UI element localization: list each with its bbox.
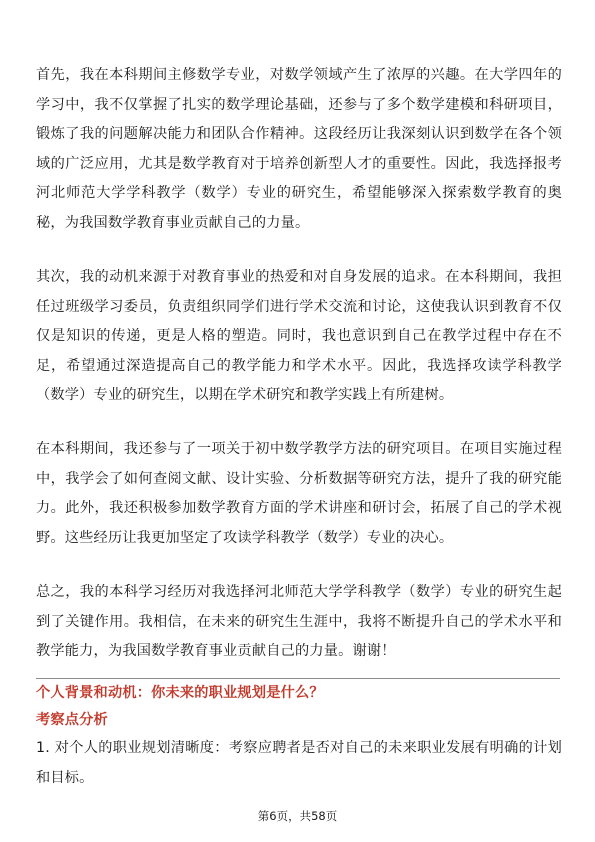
body-paragraph: 其次，我的动机来源于对教育事业的热爱和对自身发展的追求。在本科期间，我担任过班级学习委员，负责组织同学们进行学术交流和讨论，这使我认识到教育不仅仅是知识的传递，更是人格的塑造。同时，我也意识到自己在教学过程中存在不足，希望通过深造提高自己的教学能力和学术水平。因此，我选择攻读学科教学（数学）专业的研究生，以期在学术研究和教学实践上有所建树。: [36, 269, 562, 403]
page-number-footer: 第6页，共58页: [257, 809, 338, 823]
body-paragraph: 总之，我的本科学习经历对我选择河北师范大学学科教学（数学）专业的研究生起到了关键作用。我相信，在未来的研究生生涯中，我将不断提升自己的学术水平和教学能力，为我国数学教育事业贡献自己的力量。谢谢！: [36, 584, 562, 659]
question-heading: 个人背景和动机：你未来的职业规划是什么？: [36, 685, 324, 701]
body-paragraph: 首先，我在本科期间主修数学专业，对数学领域产生了浓厚的兴趣。在大学四年的学习中，我不仅掌握了扎实的数学理论基础，还参与了多个数学建模和科研项目，锻炼了我的问题解决能力和团队合作精神。这段经历让我深刻认识到数学在各个领域的广泛应用，尤其是数学教育对于培养创新型人才的重要性。因此，我选择报考河北师范大学学科教学（数学）专业的研究生，希望能够深入探索数学教育的奥秘，为我国数学教育事业贡献自己的力量。: [36, 67, 562, 231]
analysis-point: 1. 对个人的职业规划清晰度：考察应聘者是否对自己的未来职业发展有明确的计划和目标。: [36, 740, 562, 786]
body-paragraph: 在本科期间，我还参与了一项关于初中数学教学方法的研究项目。在项目实施过程中，我学会了如何查阅文献、设计实验、分析数据等研究方法，提升了我的研究能力。此外，我还积极参加数学教育方面的学术讲座和研讨会，拓展了自己的学术视野。这些经历让我更加坚定了攻读学科教学（数学）专业的决心。: [36, 441, 562, 546]
analysis-heading: 考察点分析: [36, 712, 108, 728]
section-divider: [36, 678, 560, 679]
